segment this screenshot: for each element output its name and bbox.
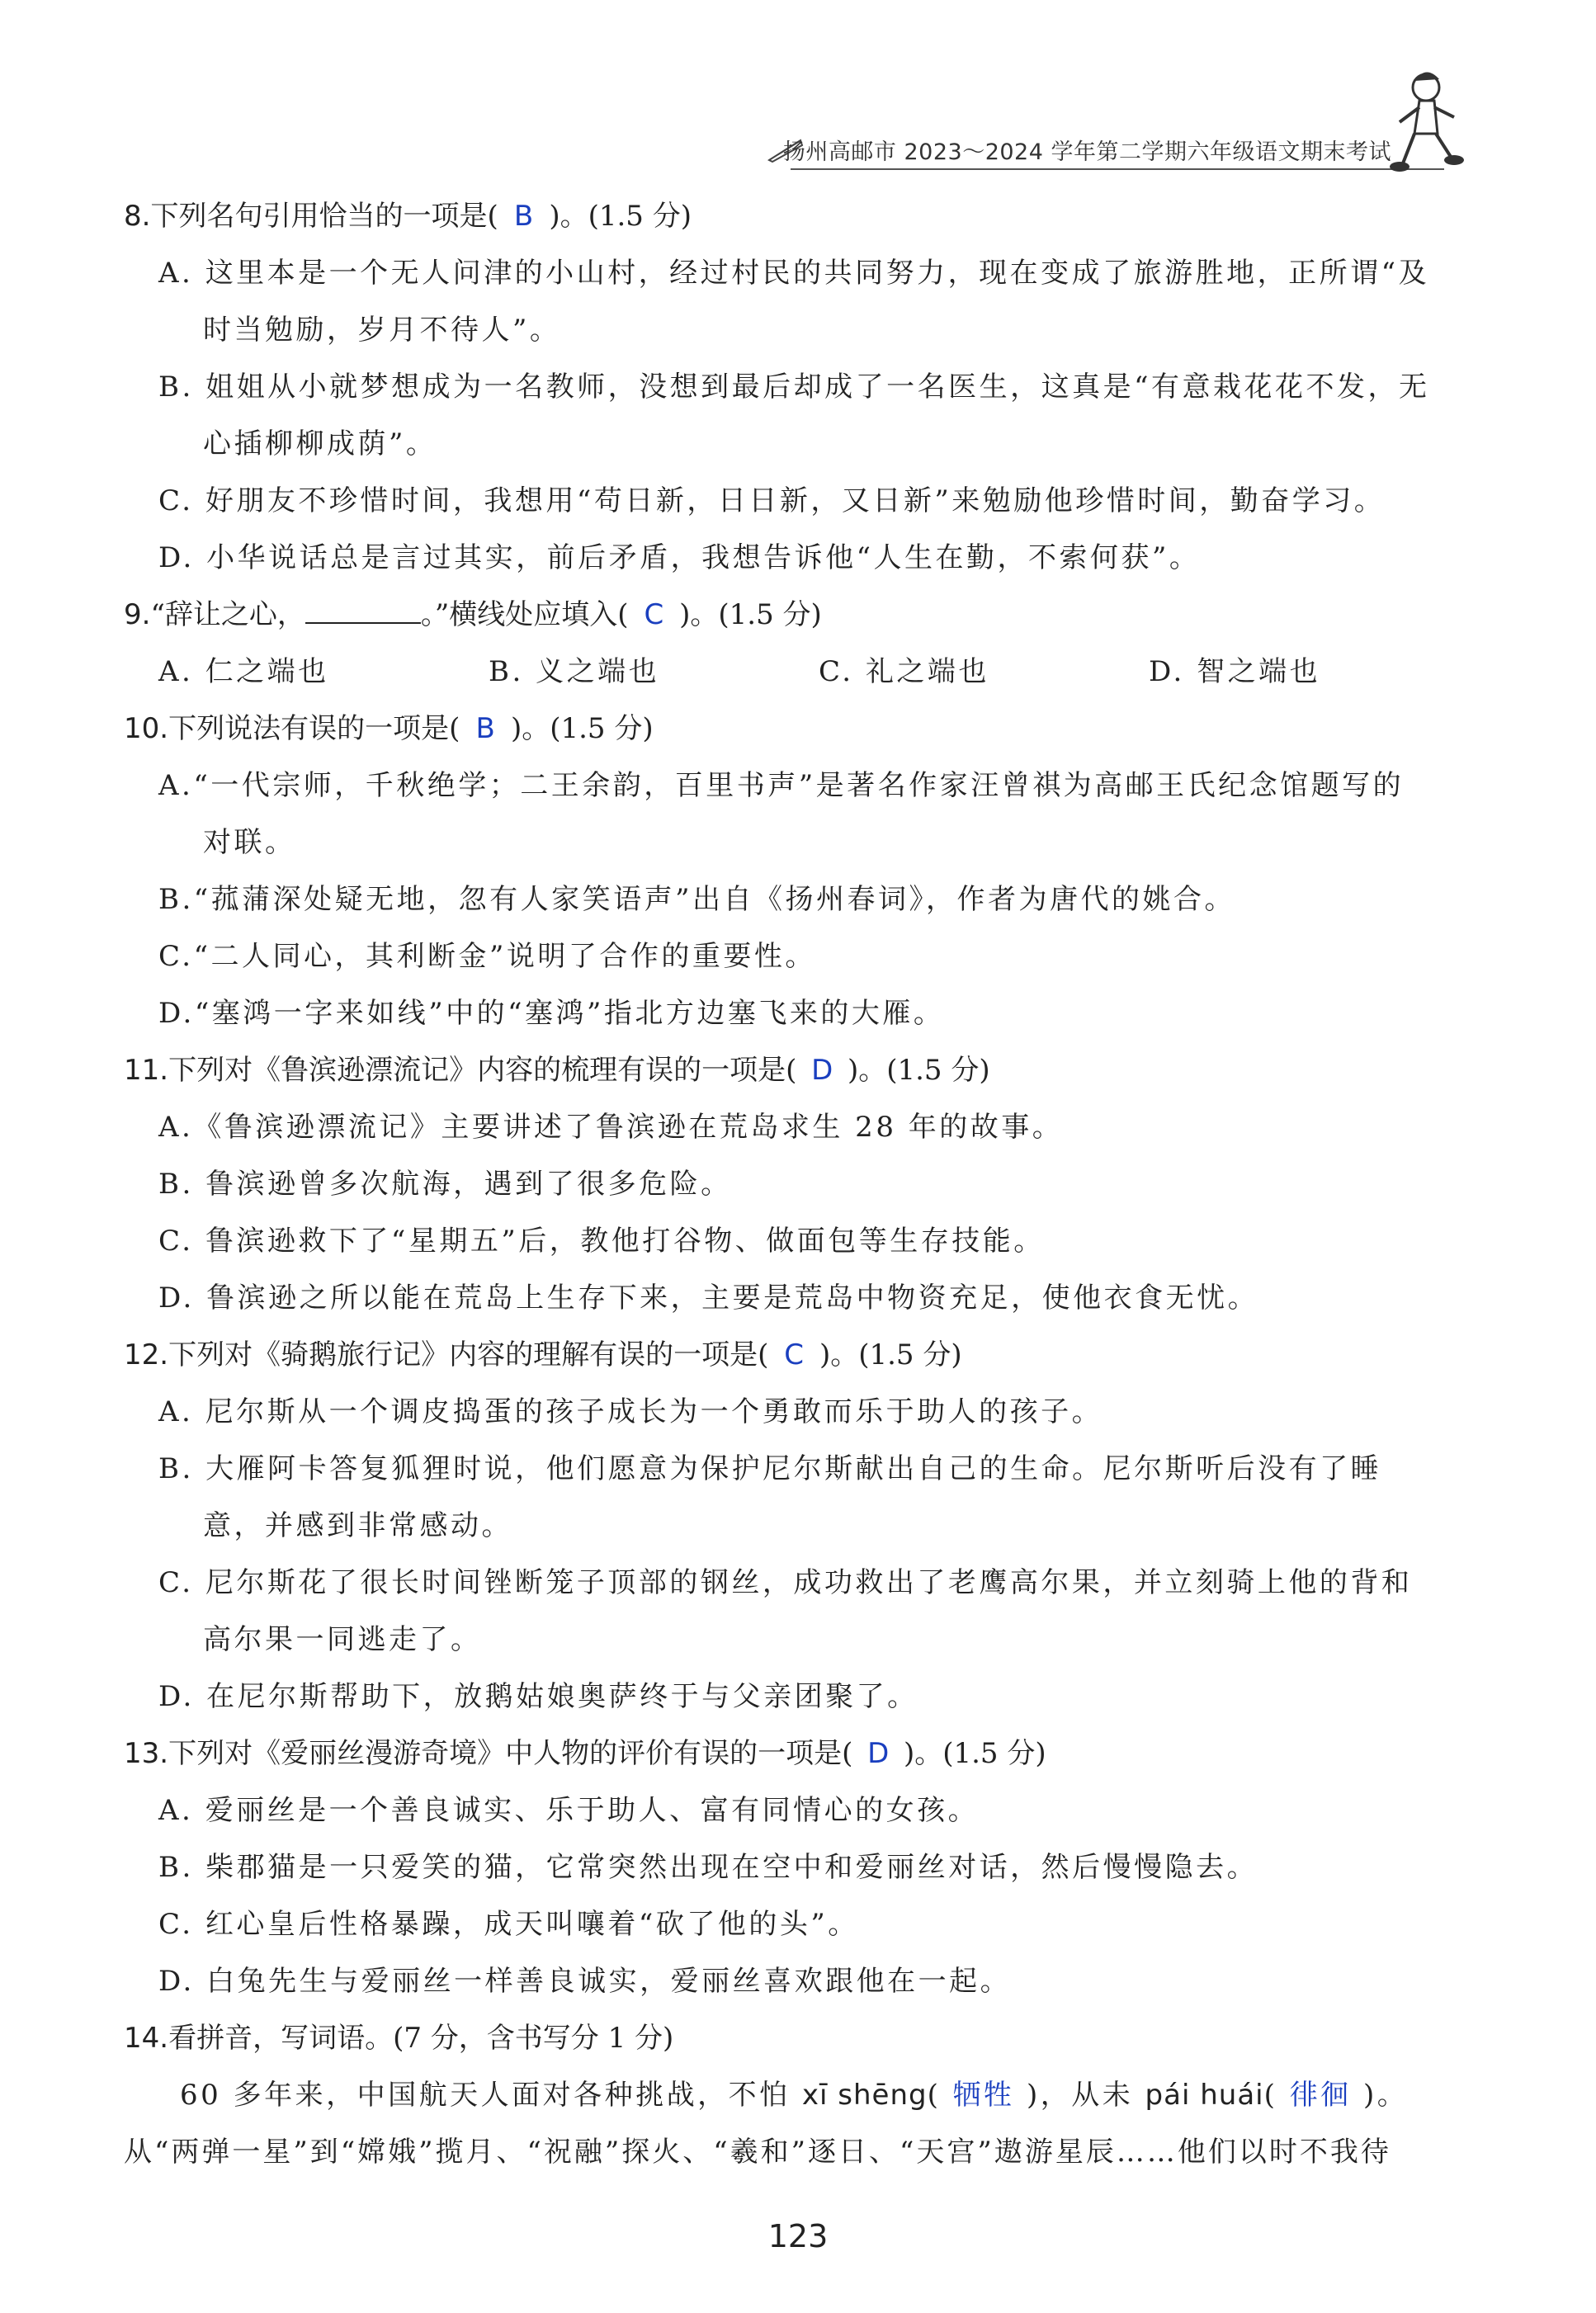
header-divider xyxy=(791,168,1444,170)
option-a-continued: 对联。 xyxy=(203,826,296,859)
option-b: B. 义之端也 xyxy=(489,655,660,688)
question-11-stem: 11.下列对《鲁滨逊漂流记》内容的梳理有误的一项是( D )。(1.5 分) xyxy=(124,1042,1494,1099)
option-d: D. 白兔先生与爱丽丝一样善良诚实，爱丽丝喜欢跟他在一起。 xyxy=(158,1965,1012,1998)
option-b: B. 大雁阿卡答复狐狸时说，他们愿意为保护尼尔斯献出自己的生命。尼尔斯听后没有了睡 xyxy=(158,1452,1382,1485)
option-d: D. 小华说话总是言过其实，前后矛盾，我想告诉他“人生在勤，不索何获”。 xyxy=(158,541,1201,574)
option-d: D.“塞鸿一字来如线”中的“塞鸿”指北方边塞飞来的大雁。 xyxy=(158,997,945,1030)
option-c: C. 鲁滨逊救下了“星期五”后，教他打谷物、做面包等生存技能。 xyxy=(158,1225,1045,1258)
pinyin-2: pái huái xyxy=(1145,2079,1264,2112)
page-number: 123 xyxy=(767,2218,829,2254)
pinyin-1: xī shēng xyxy=(801,2079,928,2112)
option-c-continued: 高尔果一同逃走了。 xyxy=(203,1623,482,1656)
question-9-stem: 9.“辞让之心， 。”横线处应填入( C )。(1.5 分) xyxy=(124,587,1494,644)
option-a-continued: 时当勉励，岁月不待人”。 xyxy=(203,314,561,347)
option-a: A. 这里本是一个无人问津的小山村，经过村民的共同努力，现在变成了旅游胜地，正所谓“及 xyxy=(158,257,1430,290)
running-boy-mascot-icon xyxy=(1378,64,1469,180)
option-d: D. 鲁滨逊之所以能在荒岛上生存下来，主要是荒岛中物资充足，使他衣食无忧。 xyxy=(158,1282,1259,1315)
handwritten-answer: D xyxy=(867,1737,890,1770)
option-b-continued: 心插柳柳成荫”。 xyxy=(203,427,437,460)
question-list xyxy=(124,188,1494,2181)
option-d: D. 智之端也 xyxy=(1149,655,1321,688)
handwritten-answer: D xyxy=(811,1054,833,1087)
option-b: B. 姐姐从小就梦想成为一名教师，没想到最后却成了一名医生，这真是“有意栽花花不发，无 xyxy=(158,371,1430,404)
option-b: B. 柴郡猫是一只爱笑的猫，它常突然出现在空中和爱丽丝对话，然后慢慢隐去。 xyxy=(158,1851,1258,1884)
option-b: B. 鲁滨逊曾多次航海，遇到了很多危险。 xyxy=(158,1168,732,1201)
option-b: B.“菰蒲深处疑无地，忽有人家笑语声”出自《扬州春词》，作者为唐代的姚合。 xyxy=(158,883,1236,916)
pinyin-paragraph: 60 多年来，中国航天人面对各种挑战，不怕 xī shēng( 牺牲 )，从未 pái huái( 徘徊 )。 xyxy=(180,2079,1409,2112)
option-a: A. 爱丽丝是一个善良诚实、乐于助人、富有同情心的女孩。 xyxy=(158,1794,980,1827)
page-header xyxy=(767,97,1461,172)
option-a: A.“一代宗师，千秋绝学；二王余韵，百里书声”是著名作家汪曾祺为高邮王氏纪念馆题写的 xyxy=(158,769,1405,802)
option-c: C. 礼之端也 xyxy=(819,655,989,688)
handwritten-answer: C xyxy=(784,1338,805,1371)
pinyin-paragraph-continued: 从“两弹一星”到“嫦娥”揽月、“祝融”探火、“羲和”逐日、“天宫”遨游星辰……他们以时不我待 xyxy=(124,2136,1391,2169)
option-b-continued: 意，并感到非常感动。 xyxy=(203,1509,512,1542)
question-13-stem: 13.下列对《爱丽丝漫游奇境》中人物的评价有误的一项是( D )。(1.5 分) xyxy=(124,1725,1494,1782)
handwritten-answer: B xyxy=(475,712,495,745)
handwritten-answer: C xyxy=(644,598,664,631)
option-c: C.“二人同心，其利断金”说明了合作的重要性。 xyxy=(158,940,816,973)
handwritten-answer: B xyxy=(513,200,534,233)
question-8-stem: 8.下列名句引用恰当的一项是( B )。(1.5 分) xyxy=(124,188,1494,245)
question-12-stem: 12.下列对《骑鹅旅行记》内容的理解有误的一项是( C )。(1.5 分) xyxy=(124,1327,1494,1384)
inline-options xyxy=(124,644,1494,701)
handwritten-word-2: 徘徊 xyxy=(1289,2079,1352,2112)
fill-blank-line xyxy=(305,599,421,624)
exam-title: 扬州高邮市 2023～2024 学年第二学期六年级语文期末考试 xyxy=(782,139,1391,165)
option-c: C. 好朋友不珍惜时间，我想用“苟日新，日日新，又日新”来勉励他珍惜时间，勤奋学习。 xyxy=(158,484,1386,517)
question-14-stem: 14.看拼音，写词语。(7 分，含书写分 1 分) xyxy=(124,2022,674,2055)
option-a: A. 仁之端也 xyxy=(158,655,329,688)
option-c: C. 红心皇后性格暴躁，成天叫嚷着“砍了他的头”。 xyxy=(158,1908,859,1941)
option-d: D. 在尼尔斯帮助下，放鹅姑娘奥萨终于与父亲团聚了。 xyxy=(158,1680,918,1713)
option-c: C. 尼尔斯花了很长时间锉断笼子顶部的钢丝，成功救出了老鹰高尔果，并立刻骑上他的背和 xyxy=(158,1566,1413,1599)
question-10-stem: 10.下列说法有误的一项是( B )。(1.5 分) xyxy=(124,701,1494,758)
option-a: A.《鲁滨逊漂流记》主要讲述了鲁滨逊在荒岛求生 28 年的故事。 xyxy=(158,1111,1064,1144)
option-a: A. 尼尔斯从一个调皮捣蛋的孩子成长为一个勇敢而乐于助人的孩子。 xyxy=(158,1395,1103,1428)
handwritten-word-1: 牺牲 xyxy=(952,2079,1015,2112)
